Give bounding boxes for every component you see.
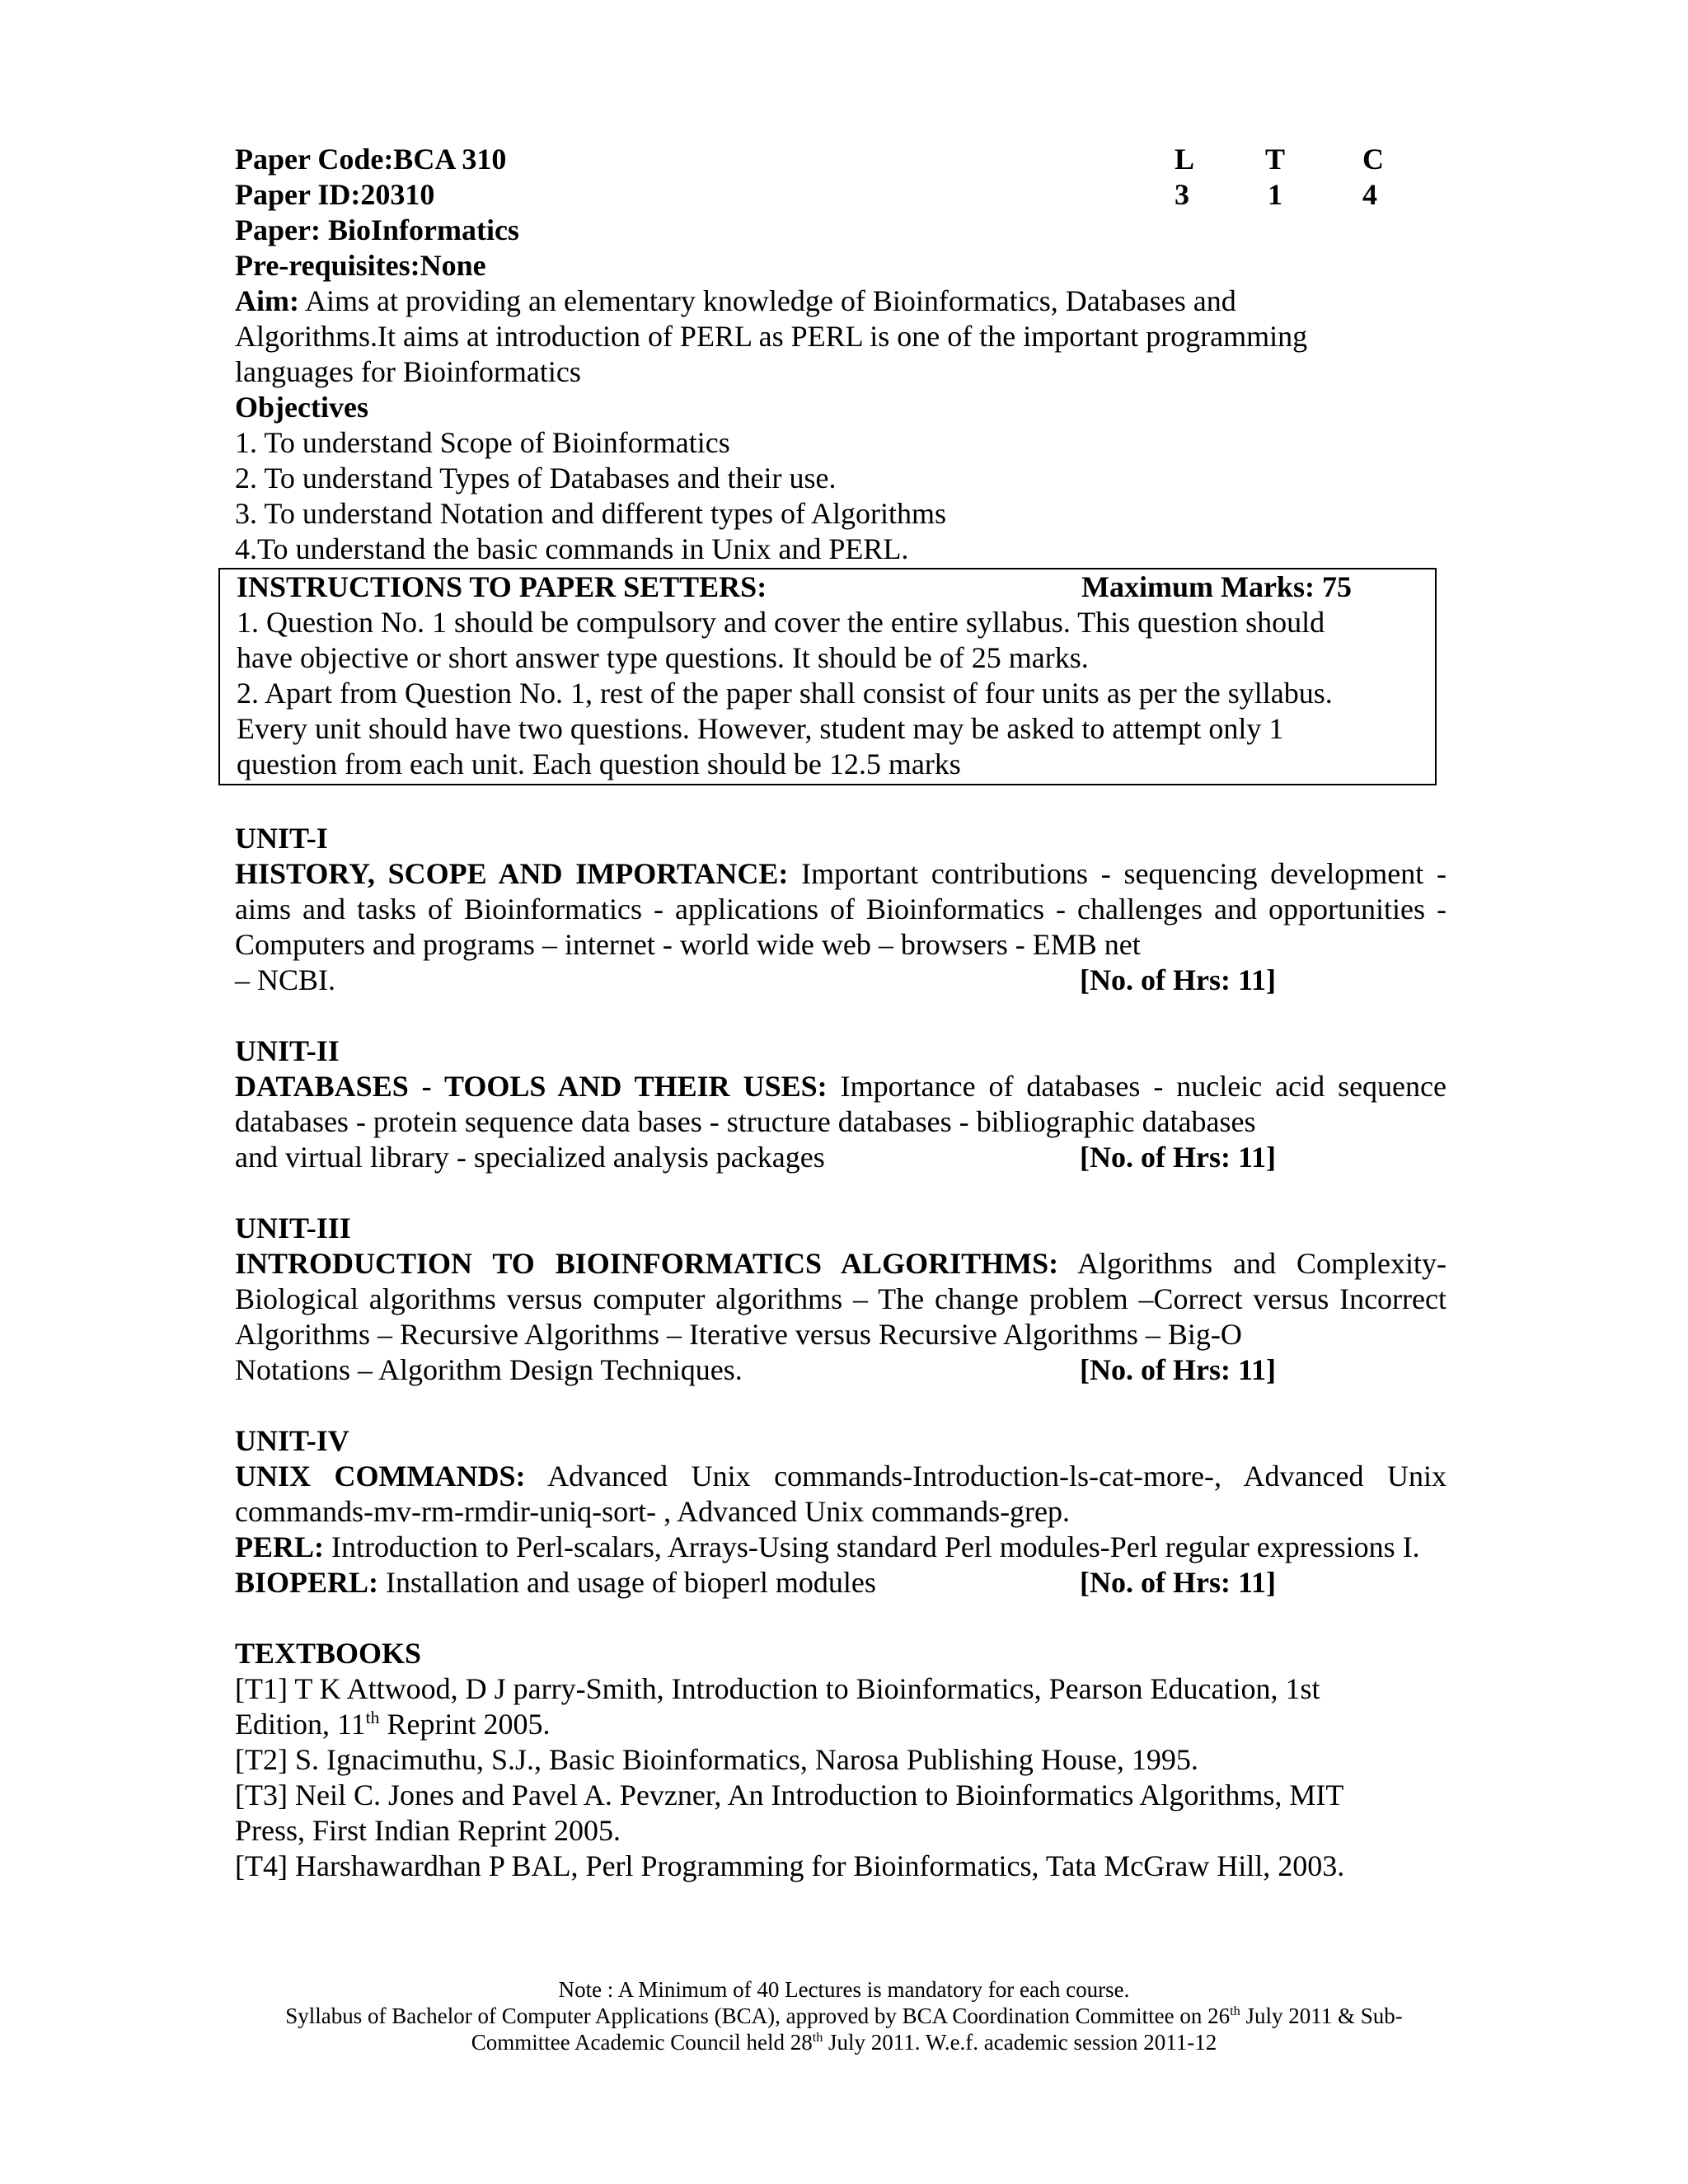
ltc-value-row bbox=[1175, 177, 1447, 213]
unix-text: Advanced Unix commands-Introduction-ls-cat-more-, Advanced Unix commands-mv-rm-rmdir-uniq-sort- , Advanced Unix commands-grep. bbox=[235, 1460, 1447, 1528]
prerequisites: Pre-requisites:None bbox=[235, 249, 486, 282]
footer-session-text: July 2011. W.e.f. academic session 2011-12 bbox=[823, 2030, 1217, 2055]
unit-heading: HISTORY, SCOPE AND IMPORTANCE: bbox=[235, 857, 789, 890]
ltc-header-row bbox=[1175, 142, 1447, 177]
t1-edition-text: Edition, 11 bbox=[235, 1708, 366, 1741]
c-value: 4 bbox=[1362, 178, 1377, 211]
unit-hours: [No. of Hrs: 11] bbox=[1080, 1141, 1276, 1174]
textbook-t2: [T2] S. Ignacimuthu, S.J., Basic Bioinformatics, Narosa Publishing House, 1995. bbox=[235, 1743, 1198, 1776]
l-value: 3 bbox=[1175, 178, 1189, 211]
paper-title: Paper: BioInformatics bbox=[235, 213, 519, 246]
footer-council-line bbox=[0, 2029, 1688, 2055]
unit-title: UNIT-III bbox=[235, 1212, 351, 1244]
unit-body bbox=[235, 856, 1447, 963]
objective-item: 3. To understand Notation and different types of Algorithms bbox=[235, 497, 947, 530]
footer-superscript: th bbox=[812, 2030, 823, 2045]
unix-paragraph bbox=[235, 1459, 1447, 1530]
textbook-t4: [T4] Harshawardhan P BAL, Perl Programming for Bioinformatics, Tata McGraw Hill, 2003. bbox=[235, 1849, 1345, 1882]
unit-3 bbox=[235, 1211, 1447, 1388]
footer-approval-date: July 2011 & Sub- bbox=[1240, 2004, 1403, 2028]
perl-text: Introduction to Perl-scalars, Arrays-Using standard Perl modules-Perl regular expressions I. bbox=[324, 1530, 1420, 1563]
objectives-section bbox=[235, 390, 1447, 567]
textbook-t1-line-2 bbox=[235, 1707, 1447, 1742]
t-value: 1 bbox=[1268, 178, 1282, 211]
unit-last-line bbox=[235, 1352, 1447, 1388]
footer-note: Note : A Minimum of 40 Lectures is mandatory for each course. bbox=[558, 1977, 1130, 2002]
unit-title: UNIT-II bbox=[235, 1034, 340, 1067]
paper-code: Paper Code:BCA 310 bbox=[235, 143, 507, 176]
unit-1 bbox=[235, 821, 1447, 998]
maximum-marks: Maximum Marks: 75 bbox=[1081, 570, 1352, 603]
l-label: L bbox=[1175, 143, 1195, 176]
instructions-header bbox=[237, 569, 1435, 605]
perl-paragraph bbox=[235, 1530, 1447, 1565]
unit-heading: INTRODUCTION TO BIOINFORMATICS ALGORITHMS: bbox=[235, 1247, 1059, 1280]
perl-heading: PERL: bbox=[235, 1530, 324, 1563]
syllabus-page bbox=[235, 142, 1447, 1884]
unit-text-end: Notations – Algorithm Design Techniques. bbox=[235, 1353, 743, 1386]
unit-hours: [No. of Hrs: 11] bbox=[1080, 963, 1276, 996]
unit-body bbox=[235, 1069, 1447, 1140]
t-label: T bbox=[1265, 143, 1286, 176]
aim-line-2: Algorithms.It aims at introduction of PERL as PERL is one of the important programming bbox=[235, 320, 1308, 353]
objectives-title: Objectives bbox=[235, 391, 368, 424]
aim-section bbox=[235, 284, 1447, 390]
aim-line-1: Aims at providing an elementary knowledge of Bioinformatics, Databases and bbox=[298, 284, 1236, 317]
unit-hours: [No. of Hrs: 11] bbox=[1080, 1566, 1276, 1599]
textbooks-title: TEXTBOOKS bbox=[235, 1637, 422, 1670]
footer bbox=[0, 1976, 1688, 2055]
textbook-t1-line-1: [T1] T K Attwood, D J parry-Smith, Introduction to Bioinformatics, Pearson Education, 1st bbox=[235, 1672, 1320, 1705]
unit-text-end: and virtual library - specialized analysis packages bbox=[235, 1141, 825, 1174]
aim-line-3: languages for Bioinformatics bbox=[235, 355, 581, 388]
objective-item: 1. To understand Scope of Bioinformatics bbox=[235, 426, 730, 459]
unit-title: UNIT-IV bbox=[235, 1424, 349, 1457]
objective-item: 4.To understand the basic commands in Unix and PERL. bbox=[235, 532, 909, 565]
unix-heading: UNIX COMMANDS: bbox=[235, 1460, 526, 1493]
aim-label: Aim: bbox=[235, 284, 299, 317]
unit-text-end: – NCBI. bbox=[235, 963, 336, 996]
instruction-line: Every unit should have two questions. However, student may be asked to attempt only 1 bbox=[237, 712, 1284, 745]
unit-heading: DATABASES - TOOLS AND THEIR USES: bbox=[235, 1070, 828, 1103]
unit-body bbox=[235, 1246, 1447, 1352]
unit-title: UNIT-I bbox=[235, 822, 328, 855]
unit-last-line bbox=[235, 1140, 1447, 1175]
instructions-title: INSTRUCTIONS TO PAPER SETTERS: bbox=[237, 570, 767, 603]
paper-id: Paper ID:20310 bbox=[235, 178, 435, 211]
unit-text: Importance of databases - nucleic acid sequence databases - protein sequence data bases - structure databases - bibliographic databases bbox=[235, 1070, 1447, 1138]
footer-approval-line bbox=[0, 2003, 1688, 2029]
unit-2 bbox=[235, 1033, 1447, 1175]
unit-4 bbox=[235, 1423, 1447, 1601]
unit-text: Algorithms and Complexity- Biological algorithms versus computer algorithms – The change problem –Correct versus Incorrect Algorithms – Recursive Algorithms – Iterative versus Recursive Algorithms – Big-O bbox=[235, 1247, 1447, 1351]
instruction-line: question from each unit. Each question should be 12.5 marks bbox=[237, 748, 961, 780]
footer-council-text: Committee Academic Council held 28 bbox=[471, 2030, 813, 2055]
textbook-t3-line-1: [T3] Neil C. Jones and Pavel A. Pevzner, An Introduction to Bioinformatics Algorithms, MIT bbox=[235, 1779, 1344, 1811]
instruction-line: have objective or short answer type questions. It should be of 25 marks. bbox=[237, 641, 1089, 674]
t1-reprint-text: Reprint 2005. bbox=[379, 1708, 551, 1741]
instruction-line: 1. Question No. 1 should be compulsory and cover the entire syllabus. This question should bbox=[237, 606, 1325, 639]
instructions-box bbox=[218, 568, 1437, 785]
textbooks-section bbox=[235, 1636, 1447, 1884]
bioperl-heading: BIOPERL: bbox=[235, 1566, 379, 1599]
c-label: C bbox=[1362, 143, 1384, 176]
unit-hours: [No. of Hrs: 11] bbox=[1080, 1353, 1276, 1386]
bioperl-line bbox=[235, 1565, 1447, 1601]
paper-header bbox=[235, 142, 1447, 284]
bioperl-text: Installation and usage of bioperl modules bbox=[378, 1566, 876, 1599]
objective-item: 2. To understand Types of Databases and their use. bbox=[235, 462, 837, 494]
textbook-t3-line-2: Press, First Indian Reprint 2005. bbox=[235, 1814, 621, 1847]
ltc-table bbox=[1175, 142, 1447, 213]
t1-superscript: th bbox=[365, 1708, 380, 1727]
unit-text: Important contributions - sequencing development - aims and tasks of Bioinformatics - applications of Bioinformatics - challenges and opportunities - Computers and programs – internet - world wide web – browsers - EMB net bbox=[235, 857, 1447, 961]
unit-last-line bbox=[235, 963, 1447, 998]
footer-approval-text: Syllabus of Bachelor of Computer Applications (BCA), approved by BCA Coordination Committee on 26 bbox=[285, 2004, 1231, 2028]
instruction-line: 2. Apart from Question No. 1, rest of the paper shall consist of four units as per the syllabus. bbox=[237, 677, 1333, 710]
footer-superscript: th bbox=[1230, 2004, 1240, 2018]
